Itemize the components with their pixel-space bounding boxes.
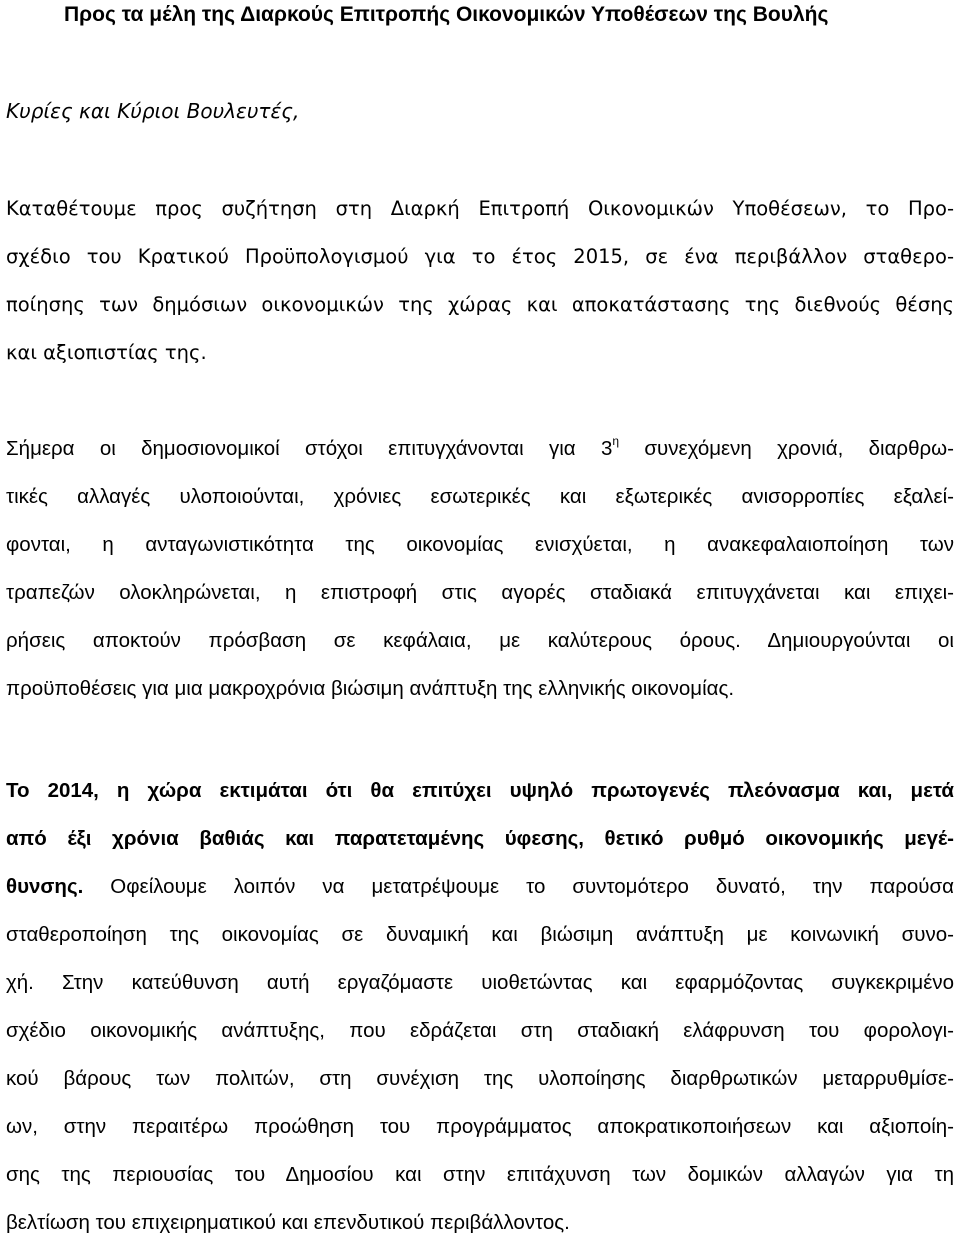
paragraph-3-line: χή. Στην κατεύθυνση αυτή εργαζόμαστε υιοθετώντας και εφαρμόζοντας συγκεκριμένο [6,971,954,994]
paragraph-2-line: προϋποθέσεις για μια μακροχρόνια βιώσιμη ανάπτυξη της ελληνικής οικονομίας. [6,677,735,700]
paragraph-2-line: φονται, η ανταγωνιστικότητα της οικονομίας ενισχύεται, η ανακεφαλαιοποίηση των [6,533,954,556]
paragraph-3-bold-text: θυνσης. [6,875,84,898]
document-title: Προς τα μέλη της Διαρκούς Επιτροπής Οικονομικών Υποθέσεων της Βουλής [64,3,829,26]
salutation: Κυρίες και Κύριοι Βουλευτές, [6,99,300,123]
paragraph-3-line: κού βάρους των πολιτών, στη συνέχιση της υλοποίησης διαρθρωτικών μεταρρυθμίσε- [6,1067,954,1090]
paragraph-3-line: σης της περιουσίας του Δημοσίου και στην επιτάχυνση των δομικών αλλαγών για τη [6,1163,954,1186]
paragraph-1-line: και αξιοπιστίας της. [6,341,207,364]
ordinal-superscript: η [612,434,620,448]
paragraph-3-line [6,870,954,904]
paragraph-1-line: σχέδιο του Κρατικού Προϋπολογισμού για το έτος 2015, σε ένα περιβάλλον σταθερο- [6,245,954,268]
paragraph-2-text: Σήμερα οι δημοσιονομικοί στόχοι επιτυγχάνονται για 3 [6,437,613,460]
paragraph-2-line [6,432,954,466]
paragraph-3-bold-line: από έξι χρόνια βαθιάς και παρατεταμένης ύφεσης, θετικό ρυθμό οικονομικής μεγέ- [6,827,954,850]
paragraph-3-line: βελτίωση του επιχειρηματικού και επενδυτικού περιβάλλοντος. [6,1211,570,1234]
paragraph-3-text: Οφείλουμε λοιπόν να μετατρέψουμε το συντομότερο δυνατό, την παρούσα [83,875,954,898]
paragraph-1-line: Καταθέτουμε προς συζήτηση στη Διαρκή Επιτροπή Οικονομικών Υποθέσεων, το Προ- [6,197,954,220]
paragraph-2-text: συνεχόμενη χρονιά, διαρθρω- [619,437,954,460]
paragraph-1-line: ποίησης των δημόσιων οικονομικών της χώρας και αποκατάστασης της διεθνούς θέσης [6,293,954,316]
paragraph-3-line: ων, στην περαιτέρω προώθηση του προγράμματος αποκρατικοποιήσεων και αξιοποίη- [6,1115,954,1138]
paragraph-3-line: σταθεροποίηση της οικονομίας σε δυναμική και βιώσιμη ανάπτυξη με κοινωνική συνο- [6,923,954,946]
paragraph-2-line: ρήσεις αποκτούν πρόσβαση σε κεφάλαια, με καλύτερους όρους. Δημιουργούνται οι [6,629,954,652]
paragraph-3-line: σχέδιο οικονομικής ανάπτυξης, που εδράζεται στη σταδιακή ελάφρυνση του φορολογι- [6,1019,954,1042]
paragraph-3-bold-line: Το 2014, η χώρα εκτιμάται ότι θα επιτύχει υψηλό πρωτογενές πλεόνασμα και, μετά [6,779,954,802]
paragraph-2-line: τραπεζών ολοκληρώνεται, η επιστροφή στις αγορές σταδιακά επιτυγχάνεται και επιχει- [6,581,954,604]
paragraph-2-line: τικές αλλαγές υλοποιούνται, χρόνιες εσωτερικές και εξωτερικές ανισορροπίες εξαλεί- [6,485,954,508]
